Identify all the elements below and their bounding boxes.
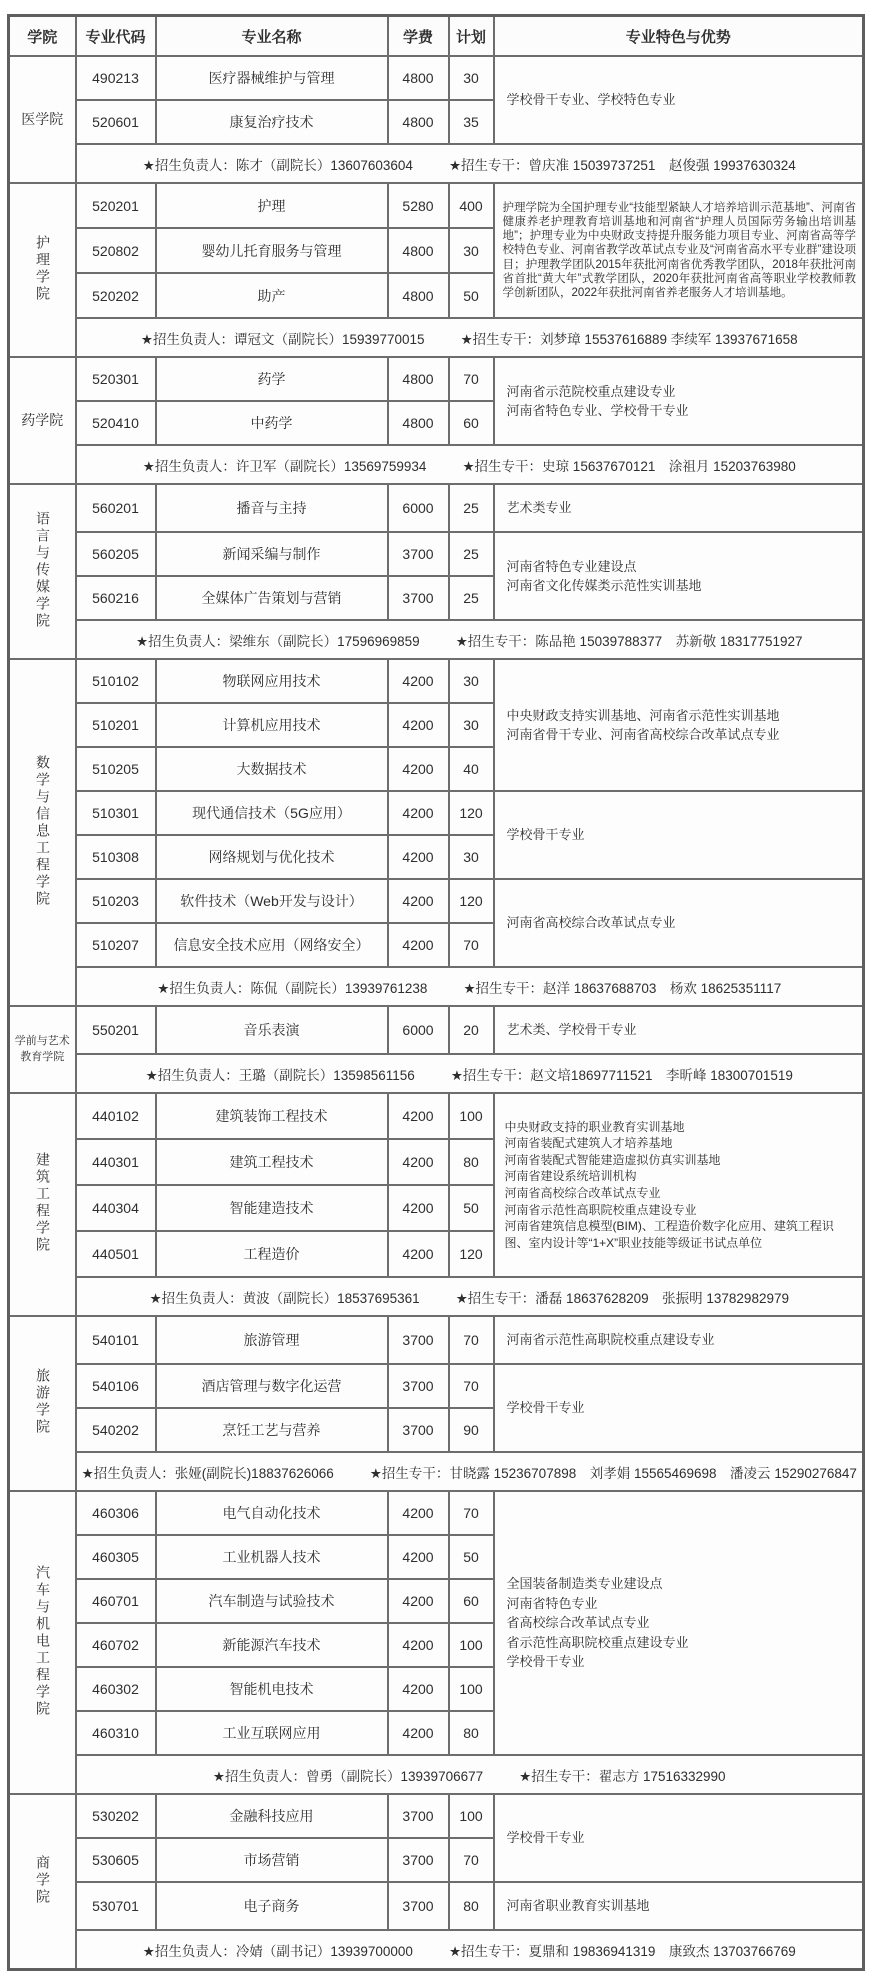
contact-specialist: ★招生专干：刘梦璋 15537616889 李续军 13937671658 — [460, 331, 798, 347]
plan-value: 50 — [449, 1185, 494, 1231]
feature-cell — [494, 1316, 864, 1364]
program-code: 530701 — [76, 1882, 156, 1930]
feature-line: 河南省装配式智能建造虚拟仿真实训基地 — [504, 1152, 721, 1167]
college-name — [35, 511, 50, 630]
tuition-value: 4200 — [388, 1185, 449, 1231]
plan-value: 100 — [449, 1623, 494, 1667]
plan-value: 70 — [449, 357, 494, 401]
program-code: 540106 — [76, 1364, 156, 1408]
program-table — [7, 14, 865, 1971]
contact-row — [9, 967, 864, 1006]
feature-cell — [494, 484, 864, 532]
plan-value: 30 — [449, 659, 494, 703]
tuition-value: 3700 — [388, 1408, 449, 1452]
table-header-row — [9, 16, 864, 57]
feature-line: 艺术类、学校骨干专业 — [506, 1022, 637, 1038]
tuition-value: 4200 — [388, 1093, 449, 1139]
plan-value: 70 — [449, 923, 494, 967]
feature-line: 河南省职业教育实训基地 — [506, 1898, 650, 1914]
tuition-value: 4200 — [388, 1491, 449, 1535]
program-name: 智能机电技术 — [156, 1667, 388, 1711]
college-name — [21, 110, 63, 129]
contact-leader: ★招生负责人：冷婧（副书记）13939700000 — [142, 1943, 413, 1959]
feature-cell — [494, 56, 864, 144]
program-code: 440301 — [76, 1139, 156, 1185]
contact-specialist: ★招生专干：史琼 15637670121 涂祖月 15203763980 — [462, 458, 796, 474]
tuition-value: 4200 — [388, 923, 449, 967]
program-name: 软件技术（Web开发与设计） — [156, 879, 388, 923]
program-name: 中药学 — [156, 401, 388, 445]
program-row — [9, 1794, 864, 1838]
tuition-value: 3700 — [388, 576, 449, 620]
feature-line: 河南省示范性高职院校重点建设专业 — [506, 1332, 715, 1348]
program-row — [9, 791, 864, 835]
program-code: 520201 — [76, 183, 156, 228]
feature-line: 全国装备制造类专业建设点 — [506, 1576, 663, 1592]
feature-line: 河南省高校综合改革试点专业 — [506, 915, 676, 931]
college-name-line: 建筑工程学院 — [34, 1152, 51, 1254]
feature-cell — [494, 659, 864, 791]
contact-cell — [76, 1452, 864, 1491]
tuition-value: 4200 — [388, 879, 449, 923]
program-name: 汽车制造与试验技术 — [156, 1579, 388, 1623]
contact-row — [9, 620, 864, 659]
college-name — [35, 755, 50, 908]
program-row — [9, 1006, 864, 1054]
contact-info — [79, 1287, 861, 1307]
tuition-value: 6000 — [388, 1006, 449, 1054]
program-name: 电气自动化技术 — [156, 1491, 388, 1535]
program-row — [9, 879, 864, 923]
feature-line: 河南省建筑信息模型(BIM)、工程造价数字化应用、建筑工程识图、室内设计等“1+X”职业技能等级证书试点单位 — [504, 1219, 834, 1250]
feature-cell — [494, 1794, 864, 1882]
plan-value: 70 — [449, 1316, 494, 1364]
plan-value: 100 — [449, 1667, 494, 1711]
contact-info — [79, 1940, 861, 1960]
tuition-value: 4200 — [388, 747, 449, 791]
program-row — [9, 183, 864, 228]
program-code: 540101 — [76, 1316, 156, 1364]
tuition-value: 4200 — [388, 835, 449, 879]
program-row — [9, 56, 864, 100]
tuition-value: 5280 — [388, 183, 449, 228]
contact-info — [79, 328, 861, 348]
contact-leader: ★招生负责人：曾勇（副院长）13939706677 — [212, 1768, 484, 1784]
contact-cell — [76, 967, 864, 1006]
column-header-name: 专业名称 — [156, 16, 388, 57]
plan-value: 120 — [449, 879, 494, 923]
contact-cell — [76, 620, 864, 659]
program-code: 560216 — [76, 576, 156, 620]
program-code: 520410 — [76, 401, 156, 445]
plan-value: 100 — [449, 1093, 494, 1139]
program-row — [9, 1882, 864, 1930]
plan-value: 70 — [449, 1838, 494, 1882]
program-code: 510301 — [76, 791, 156, 835]
feature-cell — [494, 1093, 864, 1277]
contact-specialist: ★招生专干：赵洋 18637688703 杨欢 18625351117 — [463, 980, 782, 996]
program-code: 520301 — [76, 357, 156, 401]
tuition-value: 4800 — [388, 56, 449, 100]
feature-line: 河南省高校综合改革试点专业 — [504, 1186, 661, 1200]
college-name — [35, 235, 50, 303]
contact-leader: ★招生负责人：陈侃（副院长）13939761238 — [157, 980, 428, 996]
program-name: 金融科技应用 — [156, 1794, 388, 1838]
contact-specialist: ★招生专干：赵文培18697711521 李昕峰 18300701519 — [450, 1067, 793, 1083]
feature-line: 省高校综合改革试点专业 — [506, 1615, 650, 1631]
plan-value: 80 — [449, 1711, 494, 1755]
feature-cell — [494, 1006, 864, 1054]
plan-value: 30 — [449, 228, 494, 273]
contact-specialist: ★招生专干：甘晓露 15236707898 刘孝娟 15565469698 潘凌云 15290276847 — [369, 1465, 857, 1481]
tuition-value: 4800 — [388, 100, 449, 144]
feature-cell — [494, 1364, 864, 1452]
program-code: 510201 — [76, 703, 156, 747]
tuition-value: 3700 — [388, 1316, 449, 1364]
college-name-line: 旅游学院 — [34, 1368, 51, 1436]
tuition-value: 4200 — [388, 1667, 449, 1711]
program-row — [9, 532, 864, 576]
plan-value: 30 — [449, 56, 494, 100]
plan-value: 25 — [449, 484, 494, 532]
program-name: 物联网应用技术 — [156, 659, 388, 703]
program-name: 计算机应用技术 — [156, 703, 388, 747]
feature-line: 河南省建设系统培训机构 — [504, 1169, 637, 1184]
feature-line: 河南省文化传媒类示范性实训基地 — [506, 578, 702, 593]
program-code: 530605 — [76, 1838, 156, 1882]
plan-value: 25 — [449, 576, 494, 620]
column-header-college: 学院 — [9, 16, 76, 57]
contact-info — [79, 1064, 861, 1084]
contact-specialist: ★招生专干：翟志方 17516332990 — [519, 1768, 726, 1784]
contact-row — [9, 1452, 864, 1491]
column-header-plan: 计划 — [449, 16, 494, 57]
feature-cell — [494, 1882, 864, 1930]
plan-value: 70 — [449, 1491, 494, 1535]
tuition-value: 4200 — [388, 703, 449, 747]
program-code: 540202 — [76, 1408, 156, 1452]
college-cell — [9, 1491, 76, 1794]
program-row — [9, 1316, 864, 1364]
contact-info — [79, 630, 861, 650]
tuition-value: 4200 — [388, 1139, 449, 1185]
feature-line: 艺术类专业 — [506, 500, 572, 516]
plan-value: 120 — [449, 791, 494, 835]
feature-line: 学校骨干专业 — [506, 1400, 585, 1416]
tuition-value: 4200 — [388, 1231, 449, 1277]
college-cell — [9, 183, 76, 357]
tuition-value: 4200 — [388, 1579, 449, 1623]
program-name: 酒店管理与数字化运营 — [156, 1364, 388, 1408]
college-cell — [9, 1093, 76, 1316]
college-name — [21, 411, 63, 430]
contact-info — [79, 1462, 861, 1482]
program-code: 460305 — [76, 1535, 156, 1579]
program-name: 播音与主持 — [156, 484, 388, 532]
feature-cell — [494, 1491, 864, 1755]
program-name: 电子商务 — [156, 1882, 388, 1930]
column-header-feature: 专业特色与优势 — [494, 16, 864, 57]
college-name-line: 学前与艺术 — [14, 1035, 70, 1048]
program-code: 560201 — [76, 484, 156, 532]
program-code: 520202 — [76, 273, 156, 318]
program-name: 网络规划与优化技术 — [156, 835, 388, 879]
contact-cell — [76, 1755, 864, 1794]
column-header-tuition: 学费 — [388, 16, 449, 57]
college-name — [35, 1152, 50, 1254]
program-code: 550201 — [76, 1006, 156, 1054]
plan-value: 35 — [449, 100, 494, 144]
plan-value: 100 — [449, 1794, 494, 1838]
feature-line: 河南省示范院校重点建设专业 — [506, 383, 676, 399]
feature-cell — [494, 532, 864, 620]
program-row — [9, 484, 864, 532]
college-name — [35, 1565, 50, 1718]
contact-leader: ★招生负责人：陈才（副院长）13607603604 — [142, 157, 413, 173]
program-row — [9, 1491, 864, 1535]
contact-row — [9, 1277, 864, 1316]
program-code: 560205 — [76, 532, 156, 576]
feature-line: 河南省示范性高职院校重点建设专业 — [504, 1202, 697, 1217]
feature-cell — [494, 183, 864, 318]
plan-value: 40 — [449, 747, 494, 791]
college-name — [35, 1855, 50, 1906]
feature-line: 河南省装配式建筑人才培养基地 — [504, 1136, 673, 1151]
contact-specialist: ★招生专干：潘磊 18637628209 张振明 13782982979 — [455, 1290, 789, 1306]
college-name-line: 医学院 — [21, 111, 64, 128]
program-code: 520601 — [76, 100, 156, 144]
college-cell — [9, 1006, 76, 1093]
tuition-value: 4200 — [388, 1623, 449, 1667]
contact-row — [9, 445, 864, 484]
program-code: 460306 — [76, 1491, 156, 1535]
contact-leader: ★招生负责人：张娅(副院长)18837626066 — [81, 1465, 334, 1481]
program-name: 康复治疗技术 — [156, 100, 388, 144]
program-code: 460702 — [76, 1623, 156, 1667]
program-code: 520802 — [76, 228, 156, 273]
contact-leader: ★招生负责人：梁维东（副院长）17596969859 — [136, 633, 420, 649]
program-name: 建筑装饰工程技术 — [156, 1093, 388, 1139]
feature-line: 河南省特色专业、学校骨干专业 — [506, 403, 689, 418]
feature-line: 学校骨干专业 — [506, 1654, 585, 1670]
plan-value: 25 — [449, 532, 494, 576]
contact-specialist: ★招生专干：曾庆准 15039737251 赵俊强 19937630324 — [448, 157, 796, 173]
contact-cell — [76, 1054, 864, 1093]
program-row — [9, 1093, 864, 1139]
program-code: 490213 — [76, 56, 156, 100]
contact-row — [9, 1755, 864, 1794]
plan-value: 70 — [449, 1364, 494, 1408]
program-name: 婴幼儿托育服务与管理 — [156, 228, 388, 273]
feature-line: 学校骨干专业 — [506, 1830, 585, 1846]
feature-cell — [494, 791, 864, 879]
tuition-value: 4200 — [388, 659, 449, 703]
college-name-line: 语言与传媒学院 — [34, 510, 51, 630]
college-name-line: 药学院 — [21, 412, 64, 429]
plan-value: 30 — [449, 703, 494, 747]
contact-leader: ★招生负责人：王璐（副院长）13598561156 — [145, 1067, 415, 1083]
tuition-value: 4800 — [388, 401, 449, 445]
tuition-value: 3700 — [388, 1838, 449, 1882]
program-name: 助产 — [156, 273, 388, 318]
feature-line: 河南省特色专业 — [506, 1595, 598, 1611]
feature-line: 护理学院为全国护理专业“技能型紧缺人才培养培训示范基地”、河南省健康养老护理教育培训基地和河南省“护理人员国际劳务输出培训基地”；护理专业为中央财政支持提升服务能力项目专业、河南省高等学校特色专业、河南省教学改革试点专业及“河南省高水平专业群”建设项目；护理教学团队2015年获批河南省优秀教学团队，2018年获批河南省首批“黄大年”式教学团队，2020年获批河南省高等职业学校教师教学创新团队，2022年获批河南省养老服务人才培训基地。 — [502, 201, 856, 300]
program-name: 智能建造技术 — [156, 1185, 388, 1231]
plan-value: 60 — [449, 1579, 494, 1623]
college-name — [35, 1368, 50, 1436]
contact-info — [79, 1765, 861, 1785]
tuition-value: 6000 — [388, 484, 449, 532]
contact-leader: ★招生负责人：黄波（副院长）18537695361 — [149, 1290, 420, 1306]
contact-row — [9, 1054, 864, 1093]
plan-value: 50 — [449, 273, 494, 318]
college-name — [15, 1034, 70, 1065]
plan-value: 400 — [449, 183, 494, 228]
tuition-value: 4800 — [388, 273, 449, 318]
feature-cell — [494, 879, 864, 967]
contact-cell — [76, 1277, 864, 1316]
program-code: 460302 — [76, 1667, 156, 1711]
tuition-value: 3700 — [388, 1882, 449, 1930]
plan-value: 30 — [449, 835, 494, 879]
feature-line: 河南省特色专业建设点 — [506, 558, 637, 574]
program-name: 工程造价 — [156, 1231, 388, 1277]
tuition-value: 3700 — [388, 1794, 449, 1838]
feature-line: 河南省骨干专业、河南省高校综合改革试点专业 — [506, 727, 780, 742]
contact-cell — [76, 144, 864, 183]
college-cell — [9, 1316, 76, 1491]
feature-cell — [494, 357, 864, 445]
contact-specialist: ★招生专干：夏鼎和 19836941319 康致杰 13703766769 — [448, 1943, 796, 1959]
program-name: 新闻采编与制作 — [156, 532, 388, 576]
college-name-line: 护理学院 — [34, 234, 51, 303]
contact-cell — [76, 445, 864, 484]
contact-leader: ★招生负责人：谭冠文（副院长）15939770015 — [140, 331, 425, 347]
program-row — [9, 659, 864, 703]
tuition-value: 4800 — [388, 357, 449, 401]
tuition-value: 3700 — [388, 532, 449, 576]
program-code: 530202 — [76, 1794, 156, 1838]
program-name: 信息安全技术应用（网络安全） — [156, 923, 388, 967]
college-name-line: 汽车与机电工程学院 — [34, 1564, 51, 1718]
program-name: 现代通信技术（5G应用） — [156, 791, 388, 835]
program-name: 药学 — [156, 357, 388, 401]
college-name-line: 商学院 — [34, 1854, 51, 1906]
plan-value: 90 — [449, 1408, 494, 1452]
program-code: 510205 — [76, 747, 156, 791]
contact-cell — [76, 1930, 864, 1970]
program-name: 工业互联网应用 — [156, 1711, 388, 1755]
program-name: 大数据技术 — [156, 747, 388, 791]
college-cell — [9, 659, 76, 1006]
plan-value: 120 — [449, 1231, 494, 1277]
plan-value: 50 — [449, 1535, 494, 1579]
tuition-value: 4800 — [388, 228, 449, 273]
feature-line: 学校骨干专业、学校特色专业 — [506, 92, 676, 108]
contact-row — [9, 318, 864, 357]
plan-value: 60 — [449, 401, 494, 445]
program-code: 510308 — [76, 835, 156, 879]
program-code: 440501 — [76, 1231, 156, 1277]
program-code: 510203 — [76, 879, 156, 923]
feature-line: 中央财政支持的职业教育实训基地 — [504, 1119, 685, 1134]
program-row — [9, 357, 864, 401]
contact-info — [79, 977, 861, 997]
college-cell — [9, 56, 76, 183]
program-name: 全媒体广告策划与营销 — [156, 576, 388, 620]
feature-line: 学校骨干专业 — [506, 827, 585, 843]
program-name: 市场营销 — [156, 1838, 388, 1882]
college-cell — [9, 484, 76, 659]
contact-specialist: ★招生专干：陈品艳 15039788377 苏新敬 18317751927 — [455, 633, 803, 649]
contact-leader: ★招生负责人：许卫军（副院长）13569759934 — [142, 458, 427, 474]
tuition-value: 4200 — [388, 791, 449, 835]
program-code: 440102 — [76, 1093, 156, 1139]
column-header-code: 专业代码 — [76, 16, 156, 57]
program-name: 护理 — [156, 183, 388, 228]
program-row — [9, 1364, 864, 1408]
contact-cell — [76, 318, 864, 357]
contact-info — [79, 455, 861, 475]
contact-row — [9, 144, 864, 183]
program-code: 460310 — [76, 1711, 156, 1755]
program-code: 440304 — [76, 1185, 156, 1231]
program-code: 460701 — [76, 1579, 156, 1623]
college-name-line: 数学与信息工程学院 — [34, 754, 51, 908]
tuition-value: 4200 — [388, 1535, 449, 1579]
feature-line: 省示范性高职院校重点建设专业 — [506, 1634, 689, 1650]
program-name: 音乐表演 — [156, 1006, 388, 1054]
plan-value: 80 — [449, 1882, 494, 1930]
program-code: 510102 — [76, 659, 156, 703]
college-cell — [9, 1794, 76, 1970]
program-name: 医疗器械维护与管理 — [156, 56, 388, 100]
program-name: 工业机器人技术 — [156, 1535, 388, 1579]
plan-value: 80 — [449, 1139, 494, 1185]
program-name: 建筑工程技术 — [156, 1139, 388, 1185]
tuition-value: 3700 — [388, 1364, 449, 1408]
contact-info — [79, 154, 861, 174]
program-name: 旅游管理 — [156, 1316, 388, 1364]
program-code: 510207 — [76, 923, 156, 967]
feature-line: 中央财政支持实训基地、河南省示范性实训基地 — [506, 707, 780, 723]
college-cell — [9, 357, 76, 484]
college-name-line: 教育学院 — [20, 1050, 65, 1063]
plan-value: 20 — [449, 1006, 494, 1054]
program-name: 新能源汽车技术 — [156, 1623, 388, 1667]
tuition-value: 4200 — [388, 1711, 449, 1755]
program-name: 烹饪工艺与营养 — [156, 1408, 388, 1452]
contact-row — [9, 1930, 864, 1970]
